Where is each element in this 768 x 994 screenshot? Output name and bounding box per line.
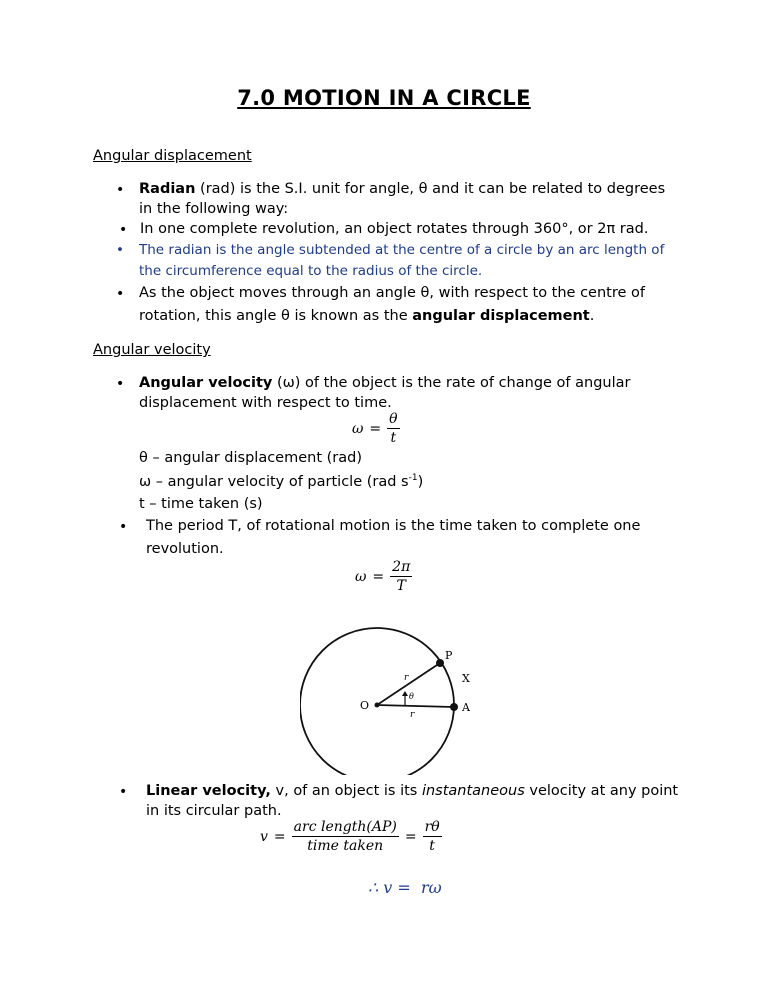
- eq-lhs: ω: [355, 568, 367, 585]
- angular-velocity-def-line2: displacement with respect to time.: [139, 395, 392, 411]
- label-r-lower: r: [410, 710, 415, 720]
- eq-op: =: [273, 828, 286, 845]
- fraction-denominator: time taken: [307, 838, 384, 854]
- eq-lhs: ω: [352, 420, 364, 437]
- text-span: ): [417, 473, 424, 490]
- text-span: ω – angular velocity of particle (rad s: [139, 473, 409, 490]
- fraction-denominator: t: [390, 430, 397, 446]
- bullet-icon: •: [116, 286, 125, 302]
- radian-definition-line2: in the following way:: [139, 201, 289, 217]
- text-span: (ω) of the object is the rate of change of angular: [272, 375, 631, 391]
- center-point: [375, 703, 380, 708]
- eq-op: =: [404, 828, 417, 845]
- text-span: velocity at any point: [524, 783, 679, 799]
- superscript: -1: [408, 473, 418, 483]
- radian-definition-text: (rad) is the S.I. unit for angle, θ and it can be related to degrees: [195, 181, 666, 197]
- point-a: [450, 703, 458, 711]
- label-o: O: [360, 699, 370, 712]
- eq-op: =: [372, 568, 385, 585]
- radian-angle-definition-line1: The radian is the angle subtended at the centre of a circle by an arc length of: [139, 242, 665, 258]
- fraction: [292, 818, 399, 855]
- text-span: rotation, this angle θ is known as the: [139, 308, 413, 324]
- definition-omega: [139, 473, 423, 490]
- result-v-equals-r-omega: ∴ v = rω: [368, 878, 442, 897]
- bullet-icon: •: [116, 242, 124, 258]
- eq-lhs: v: [260, 828, 268, 845]
- linear-velocity-term: Linear velocity,: [146, 783, 271, 799]
- equation-omega-2pi-over-T: [355, 558, 412, 595]
- period-def-line2: revolution.: [146, 541, 224, 557]
- circle-diagram: [300, 625, 500, 775]
- instantaneous-term: instantaneous: [421, 783, 525, 799]
- radian-definition-line1: [139, 181, 665, 197]
- bullet-icon: •: [119, 222, 128, 238]
- point-p: [436, 659, 444, 667]
- angular-velocity-def-line1: [139, 375, 630, 391]
- page-title: 7.0 MOTION IN A CIRCLE: [237, 86, 531, 110]
- section-heading-angular-velocity: Angular velocity: [93, 342, 211, 358]
- definition-t: t – time taken (s): [139, 496, 263, 512]
- angular-displacement-line2: [139, 308, 594, 324]
- label-r-upper: r: [404, 673, 409, 683]
- angle-arrowhead: [402, 691, 408, 696]
- definition-theta: θ – angular displacement (rad): [139, 450, 362, 466]
- fraction: [387, 410, 399, 447]
- label-x: X: [462, 672, 470, 685]
- radius-oa: [377, 705, 454, 707]
- eq-op: =: [369, 420, 382, 437]
- radian-term: Radian: [139, 181, 196, 197]
- circle-path: [300, 628, 454, 775]
- fraction-numerator: θ: [389, 411, 398, 427]
- linear-velocity-def-line1: [146, 783, 678, 799]
- text-span: .: [589, 308, 595, 324]
- fraction: [390, 558, 412, 595]
- label-a: A: [462, 701, 470, 714]
- label-theta: θ: [409, 692, 414, 701]
- fraction: [423, 818, 442, 855]
- bullet-icon: •: [116, 182, 125, 198]
- period-def-line1: The period T, of rotational motion is the time taken to complete one: [146, 518, 641, 534]
- bullet-icon: •: [119, 519, 128, 535]
- bullet-icon: •: [119, 784, 128, 800]
- fraction-numerator: arc length(AP): [293, 819, 397, 835]
- radian-angle-definition-line2: the circumference equal to the radius of the circle.: [139, 263, 483, 279]
- label-p: P: [445, 649, 453, 662]
- angular-displacement-line1: As the object moves through an angle θ, with respect to the centre of: [139, 285, 646, 301]
- fraction-denominator: t: [429, 838, 435, 854]
- fraction-denominator: T: [396, 578, 406, 594]
- fraction-numerator: rθ: [424, 819, 440, 835]
- linear-velocity-def-line2: in its circular path.: [146, 803, 282, 819]
- angular-velocity-term: Angular velocity: [139, 375, 273, 391]
- text-span: v, of an object is its: [270, 783, 422, 799]
- equation-omega-theta-over-t: [352, 410, 400, 447]
- equation-linear-velocity: [260, 818, 442, 855]
- revolution-fact: In one complete revolution, an object rotates through 360°, or 2π rad.: [140, 221, 649, 237]
- angular-displacement-term: angular displacement: [412, 308, 590, 324]
- section-heading-angular-displacement: Angular displacement: [93, 148, 252, 164]
- fraction-numerator: 2π: [392, 559, 411, 575]
- bullet-icon: •: [116, 376, 125, 392]
